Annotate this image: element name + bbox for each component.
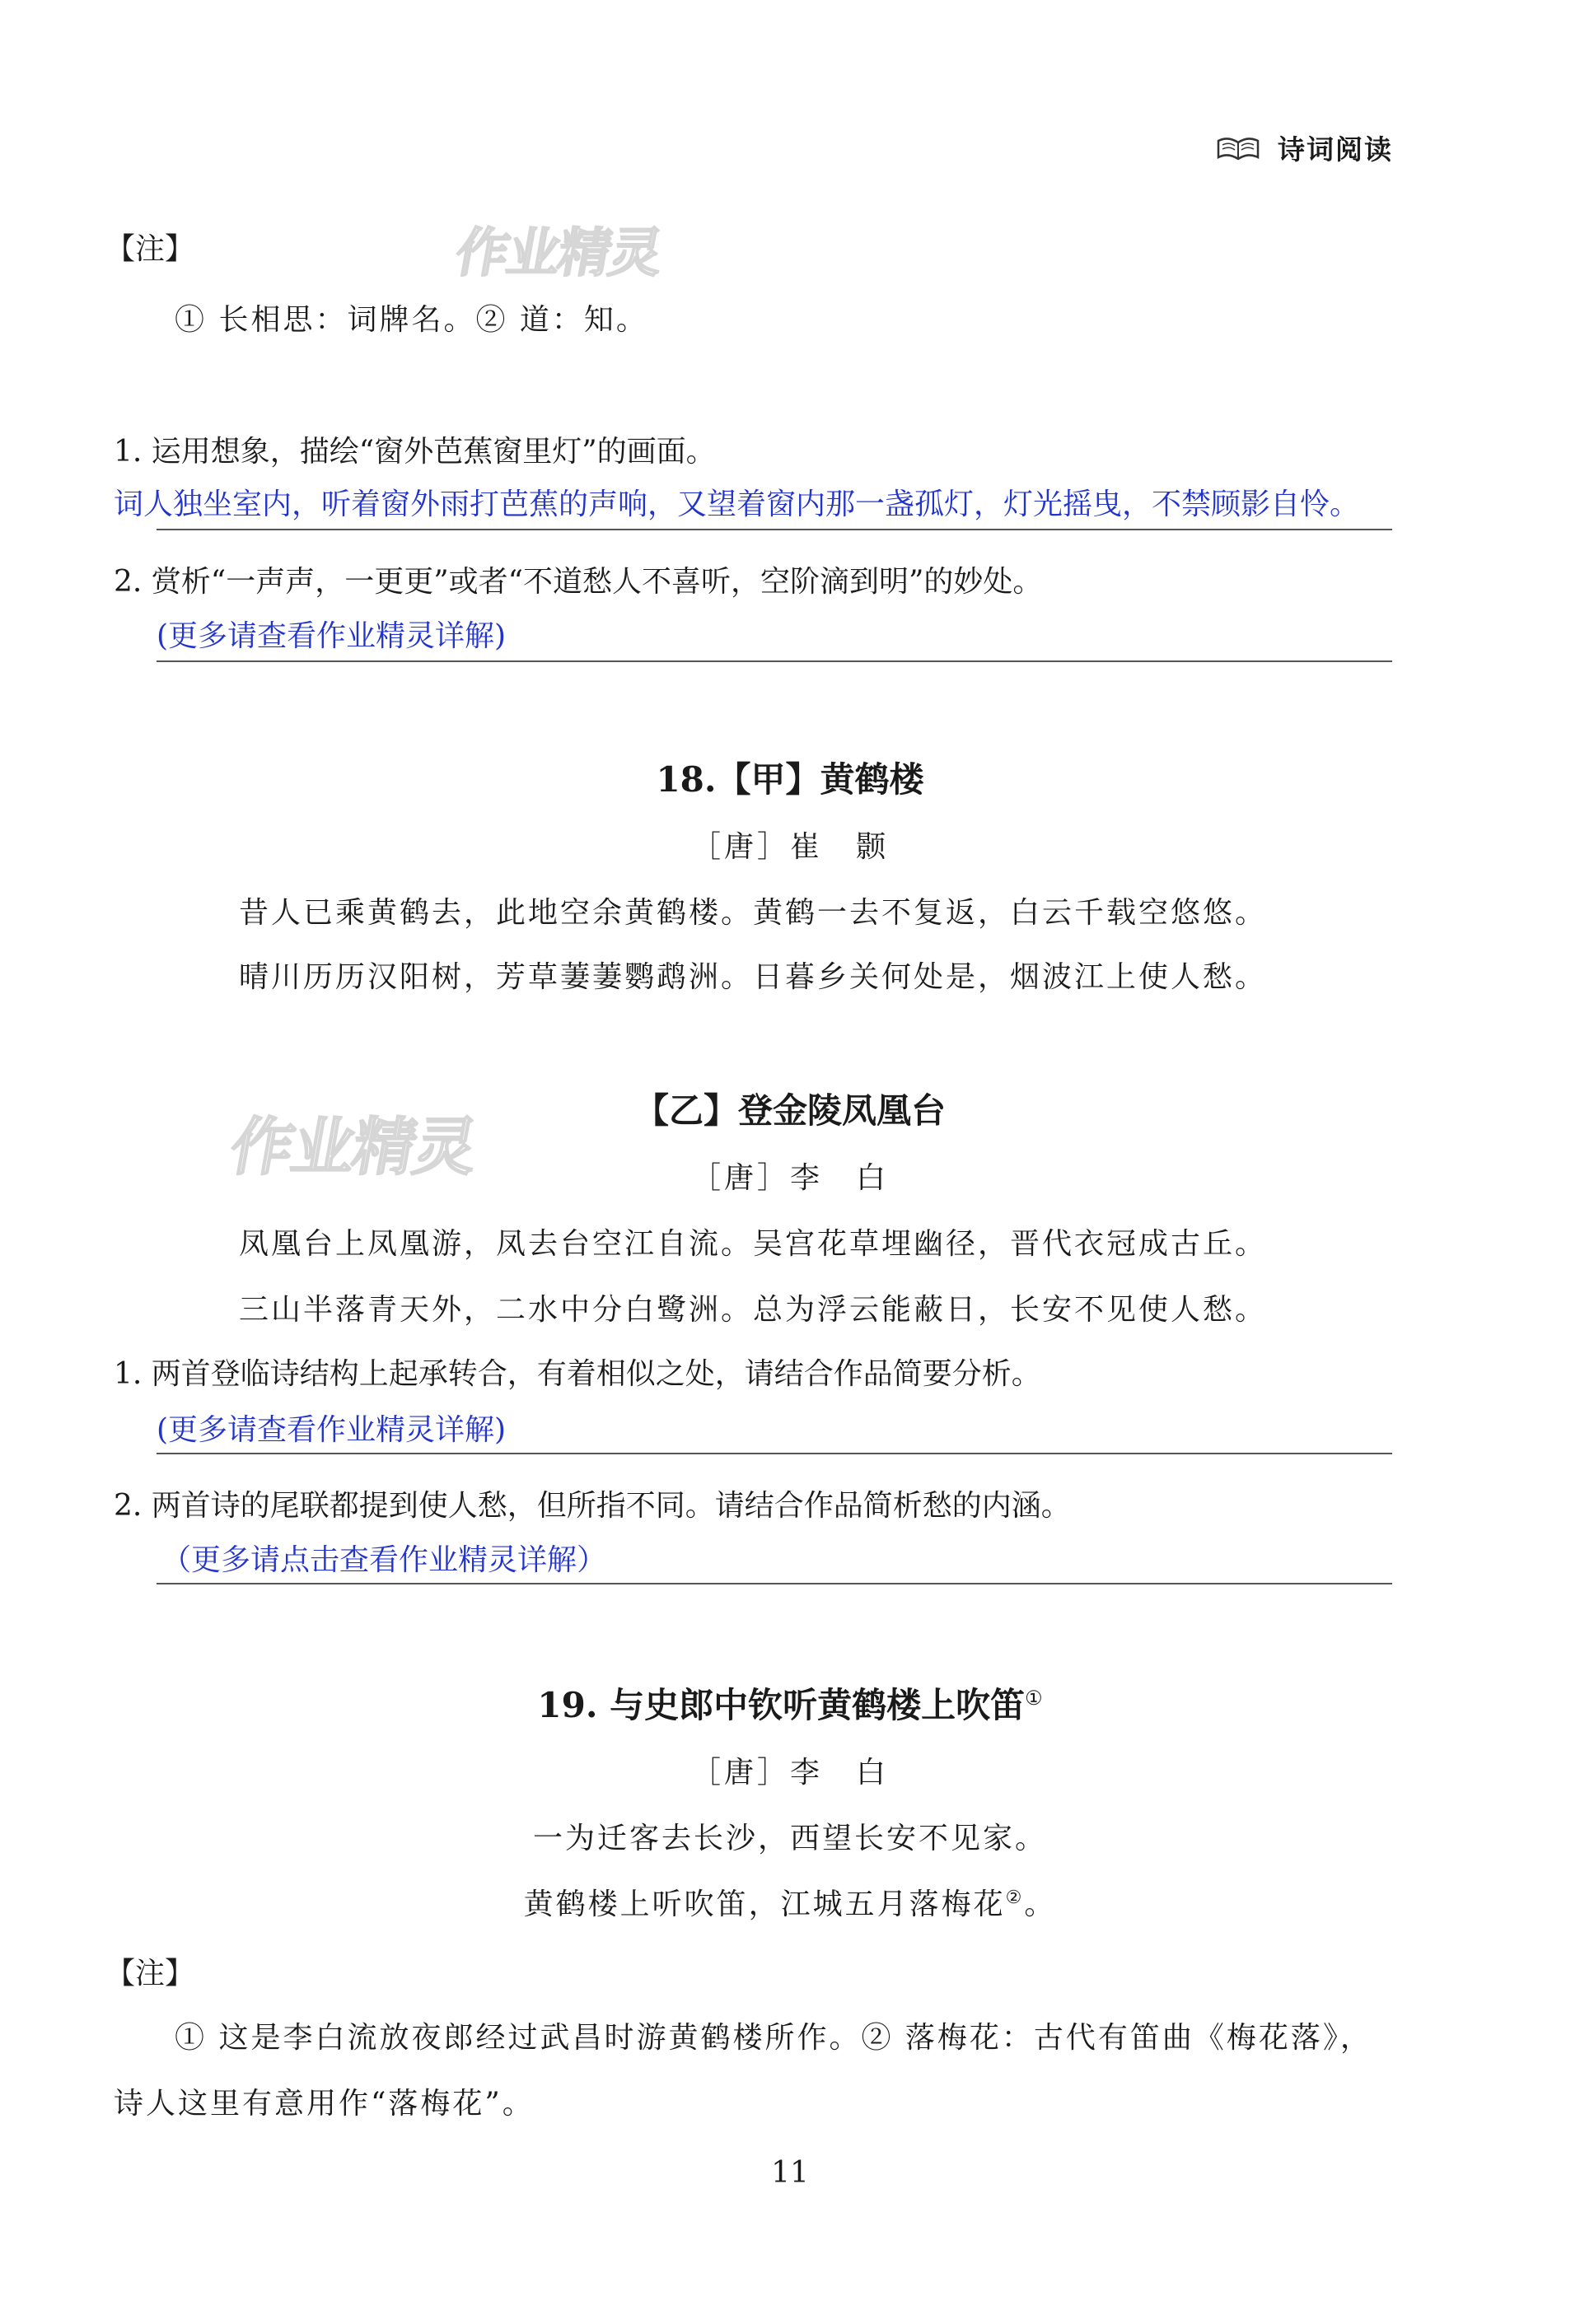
note-text: ① 这是李白流放夜郎经过武昌时游黄鹤楼所作。② 落梅花：古代有笛曲《梅花落》， — [175, 2021, 1372, 2055]
poem-author: ［唐］李 白 — [690, 1756, 889, 1790]
answer-line — [157, 660, 1392, 662]
poem-line: 晴川历历汉阳树，芳草萋萋鹦鹉洲。日暮乡关何处是，烟波江上使人愁。 — [239, 960, 1268, 994]
note-label: 【注】 — [105, 1957, 195, 1990]
answer-line — [157, 529, 1392, 530]
answer-1: 词人独坐室内，听着窗外雨打芭蕉的声响，又望着窗内那一盏孤灯，灯光摇曳，不禁顾影自怜。 — [114, 488, 1360, 521]
poem-author: ［唐］李 白 — [690, 1161, 889, 1195]
footnote-mark: ② — [1005, 1888, 1025, 1908]
poem-title: 【乙】登金陵凤凰台 — [633, 1090, 946, 1131]
poem-title: 18.【甲】黄鹤楼 — [656, 759, 924, 800]
note-text: ① 长相思：词牌名。② 道：知。 — [175, 303, 648, 337]
poem-title-text: 19. 与史郎中钦听黄鹤楼上吹笛 — [537, 1685, 1026, 1725]
answer-2-link[interactable]: （更多请点击查看作业精灵详解） — [161, 1543, 607, 1577]
poem-line: 一为迁客去长沙，西望长安不见家。 — [532, 1822, 1047, 1855]
watermark: 作业精灵 — [451, 223, 666, 284]
answer-1-link[interactable]: (更多请查看作业精灵详解) — [157, 1413, 507, 1447]
poem-line — [0, 1881, 1580, 1923]
note-label: 【注】 — [105, 232, 195, 266]
footnote-mark: ① — [1025, 1687, 1043, 1710]
note-text: 诗人这里有意用作“落梅花”。 — [114, 2087, 535, 2121]
question-1: 1. 运用想象，描绘“窗外芭蕉窗里灯”的画面。 — [114, 435, 716, 469]
poem-author: ［唐］崔 颢 — [690, 830, 889, 864]
question-2: 2. 两首诗的尾联都提到使人愁，但所指不同。请结合作品简析愁的内涵。 — [114, 1489, 1071, 1523]
poem-line-end: 。 — [1024, 1888, 1057, 1921]
question-1: 1. 两首登临诗结构上起承转合，有着相似之处，请结合作品简要分析。 — [114, 1357, 1041, 1391]
poem-line: 昔人已乘黄鹤去，此地空余黄鹤楼。黄鹤一去不复返，白云千载空悠悠。 — [239, 896, 1268, 930]
watermark: 作业精灵 — [225, 1110, 482, 1183]
answer-line — [157, 1453, 1392, 1454]
answer-2-link[interactable]: (更多请查看作业精灵详解) — [157, 619, 507, 653]
answer-line — [157, 1583, 1392, 1584]
running-header — [1215, 128, 1393, 167]
question-2: 2. 赏析“一声声，一更更”或者“不道愁人不喜听，空阶滴到明”的妙处。 — [114, 565, 1043, 599]
poem-title — [0, 1678, 1580, 1728]
page-number: 11 — [771, 2156, 809, 2190]
poem-line: 凤凰台上凤凰游，凤去台空江自流。吴宫花草埋幽径，晋代衣冠成古丘。 — [239, 1227, 1268, 1261]
poem-line-text: 黄鹤楼上听吹笛，江城五月落梅花 — [523, 1888, 1006, 1921]
header-title: 诗词阅读 — [1278, 133, 1393, 166]
poem-line: 三山半落青天外，二水中分白鹭洲。总为浮云能蔽日，长安不见使人愁。 — [239, 1293, 1268, 1327]
open-book-icon — [1215, 134, 1261, 162]
